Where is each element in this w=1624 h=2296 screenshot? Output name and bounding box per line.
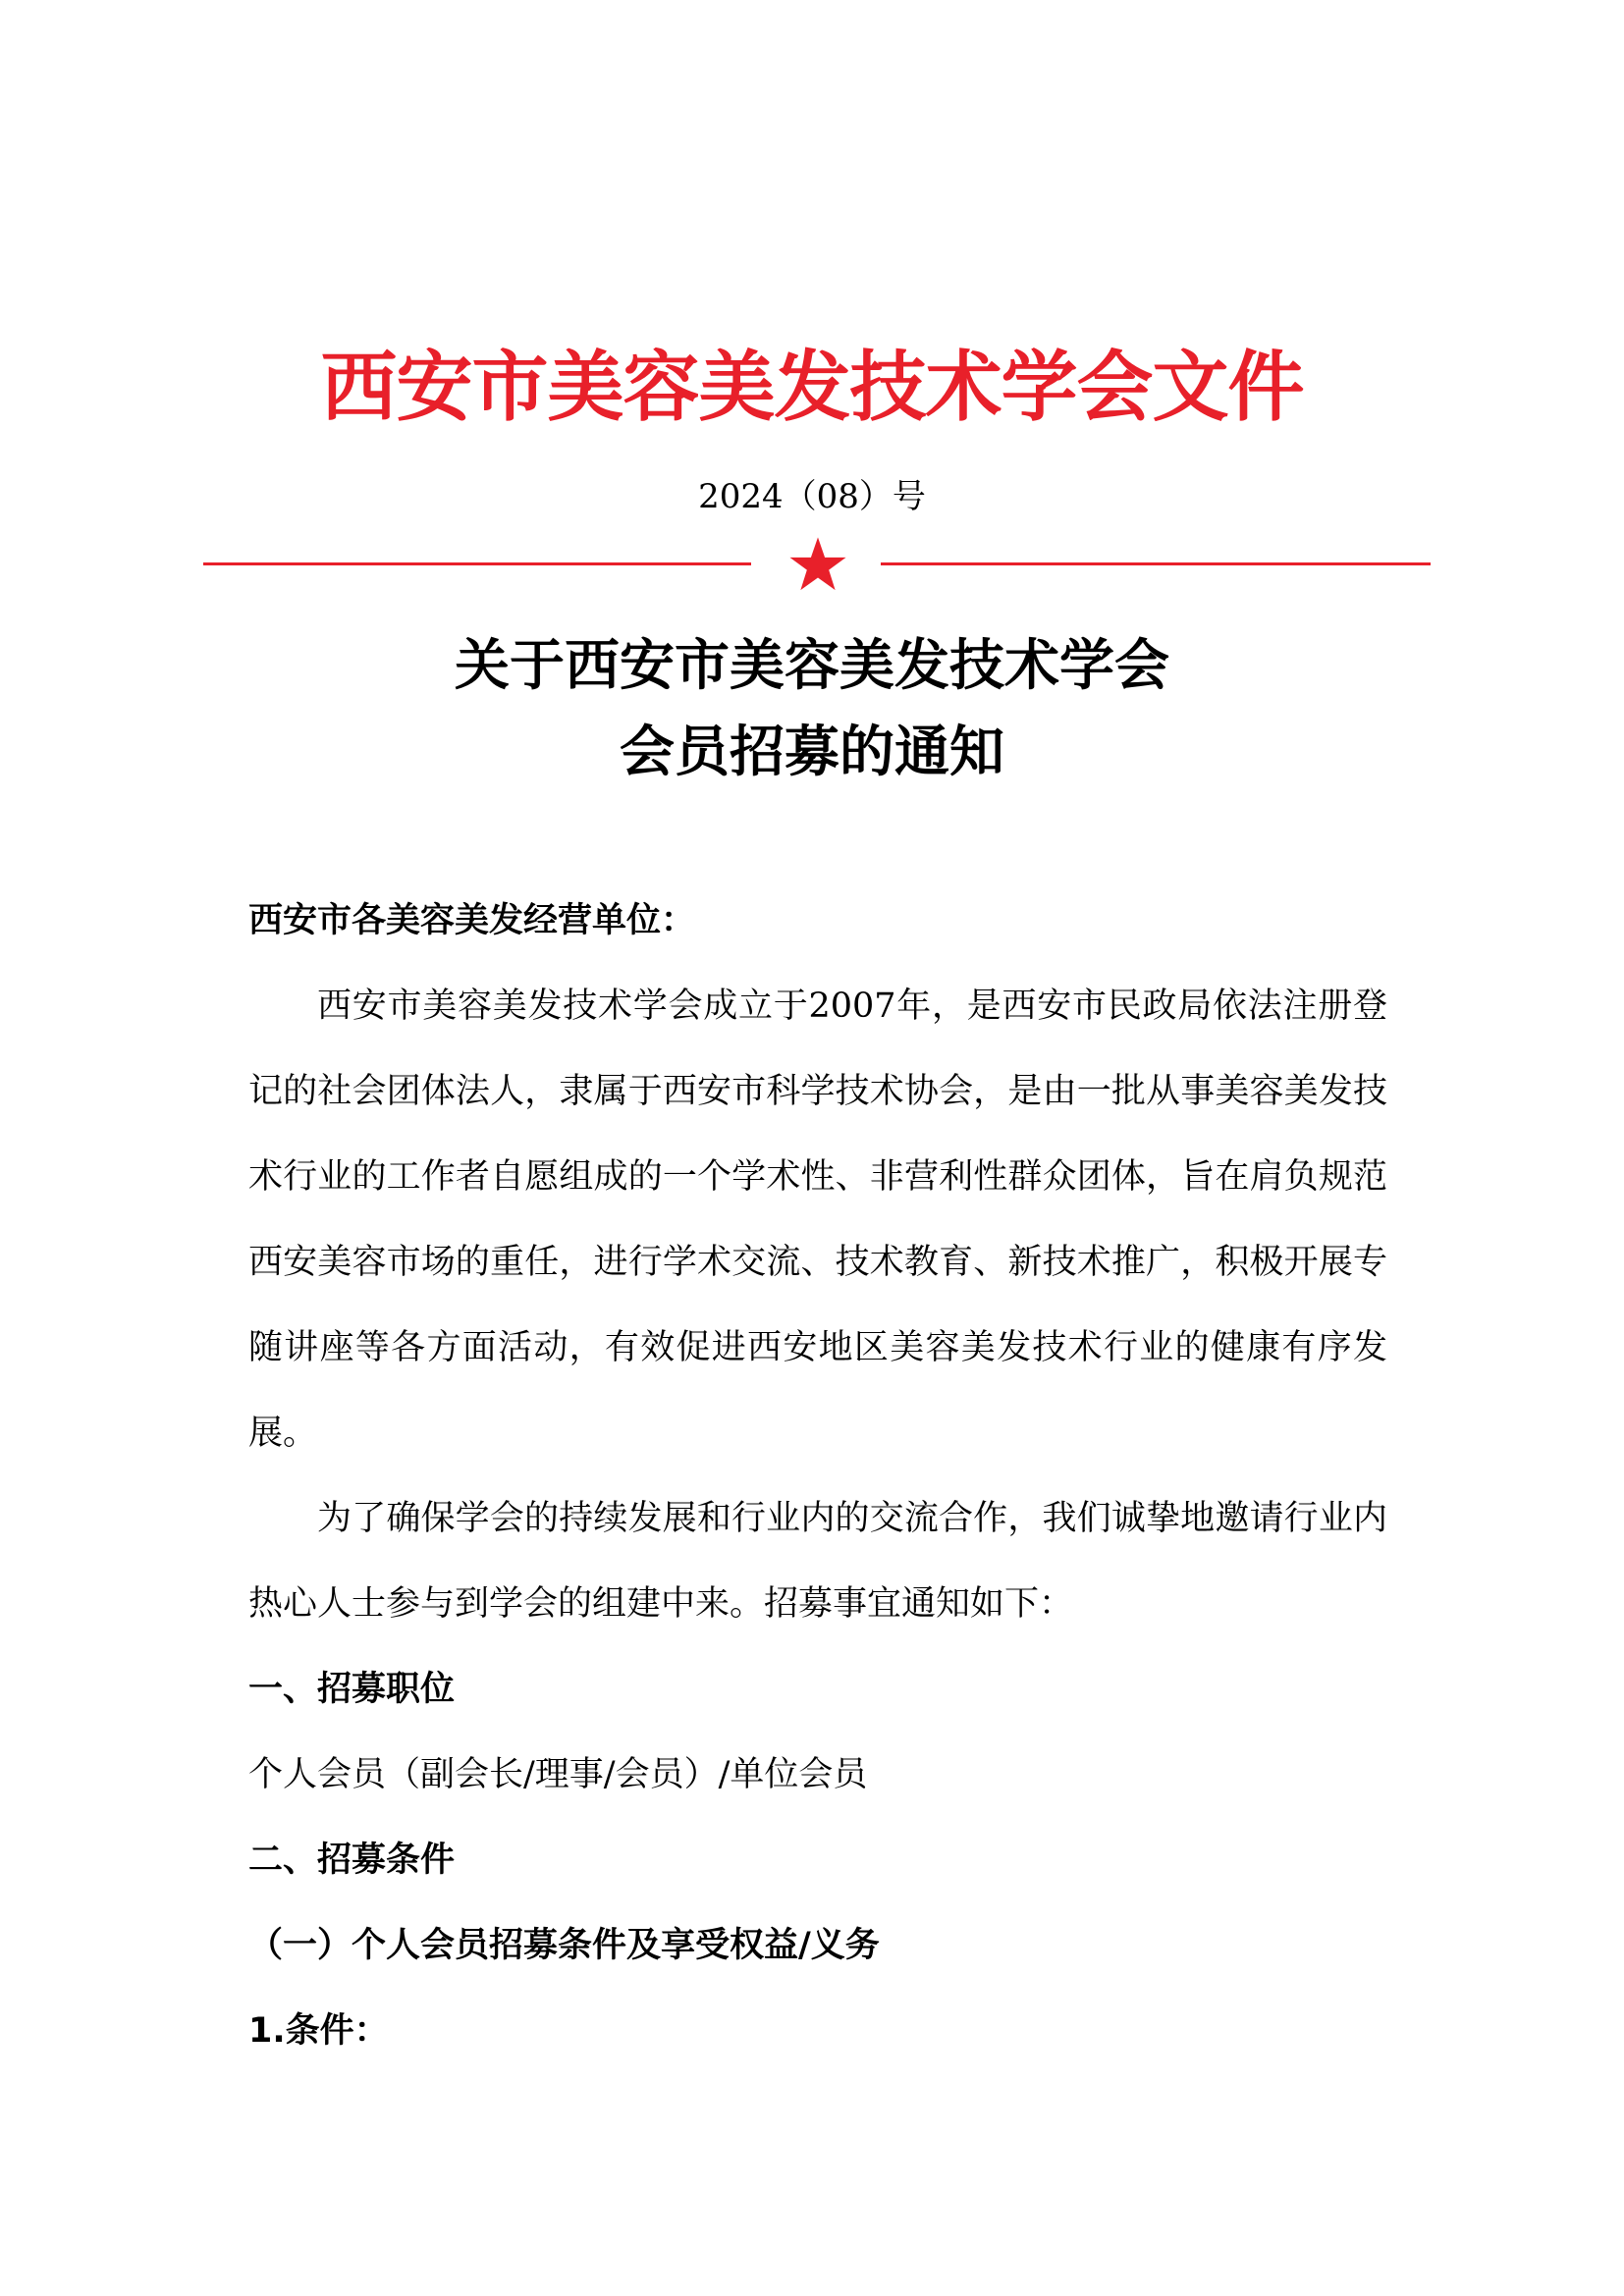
invitation-paragraph: 为了确保学会的持续发展和行业内的交流合作，我们诚挚地邀请行业内热心人士参与到学会的组建中来。招募事宜通知如下： <box>248 1499 1387 1624</box>
notice-title <box>0 623 1624 796</box>
conditions-item-label: 1.条件： <box>248 2011 389 2051</box>
intro-paragraph: 西安市美容美发技术学会成立于2007年，是西安市民政局依法注册登记的社会团体法人，隶属于西安市科学技术协会，是由一批从事美容美发技术行业的工作者自愿组成的一个学术性、非营利性群众团体，旨在肩负规范西安美容市场的重任，进行学术交流、技术教育、新技术推广，积极开展专随讲座等各方面活动，有效促进西安地区美容美发技术行业的健康有序发展。 <box>248 987 1387 1453</box>
notice-body <box>248 879 1387 2074</box>
positions-text: 个人会员（副会长/理事/会员）/单位会员 <box>248 1755 868 1794</box>
section-heading-positions: 一、招募职位 <box>248 1670 456 1709</box>
notice-title-line1: 关于西安市美容美发技术学会 <box>455 634 1169 698</box>
subsection-individual-members: （一）个人会员招募条件及享受权益/义务 <box>248 1926 880 1965</box>
salutation: 西安市各美容美发经营单位： <box>248 901 696 940</box>
header-divider <box>203 535 1431 594</box>
star-icon <box>788 535 847 594</box>
divider-line-left <box>203 562 751 565</box>
divider-line-right <box>881 562 1431 565</box>
document-number: 2024（08）号 <box>698 477 926 516</box>
section-heading-conditions: 二、招募条件 <box>248 1841 456 1880</box>
notice-title-line2: 会员招募的通知 <box>620 721 1004 784</box>
org-document-title: 西安市美容美发技术学会文件 <box>320 344 1304 432</box>
